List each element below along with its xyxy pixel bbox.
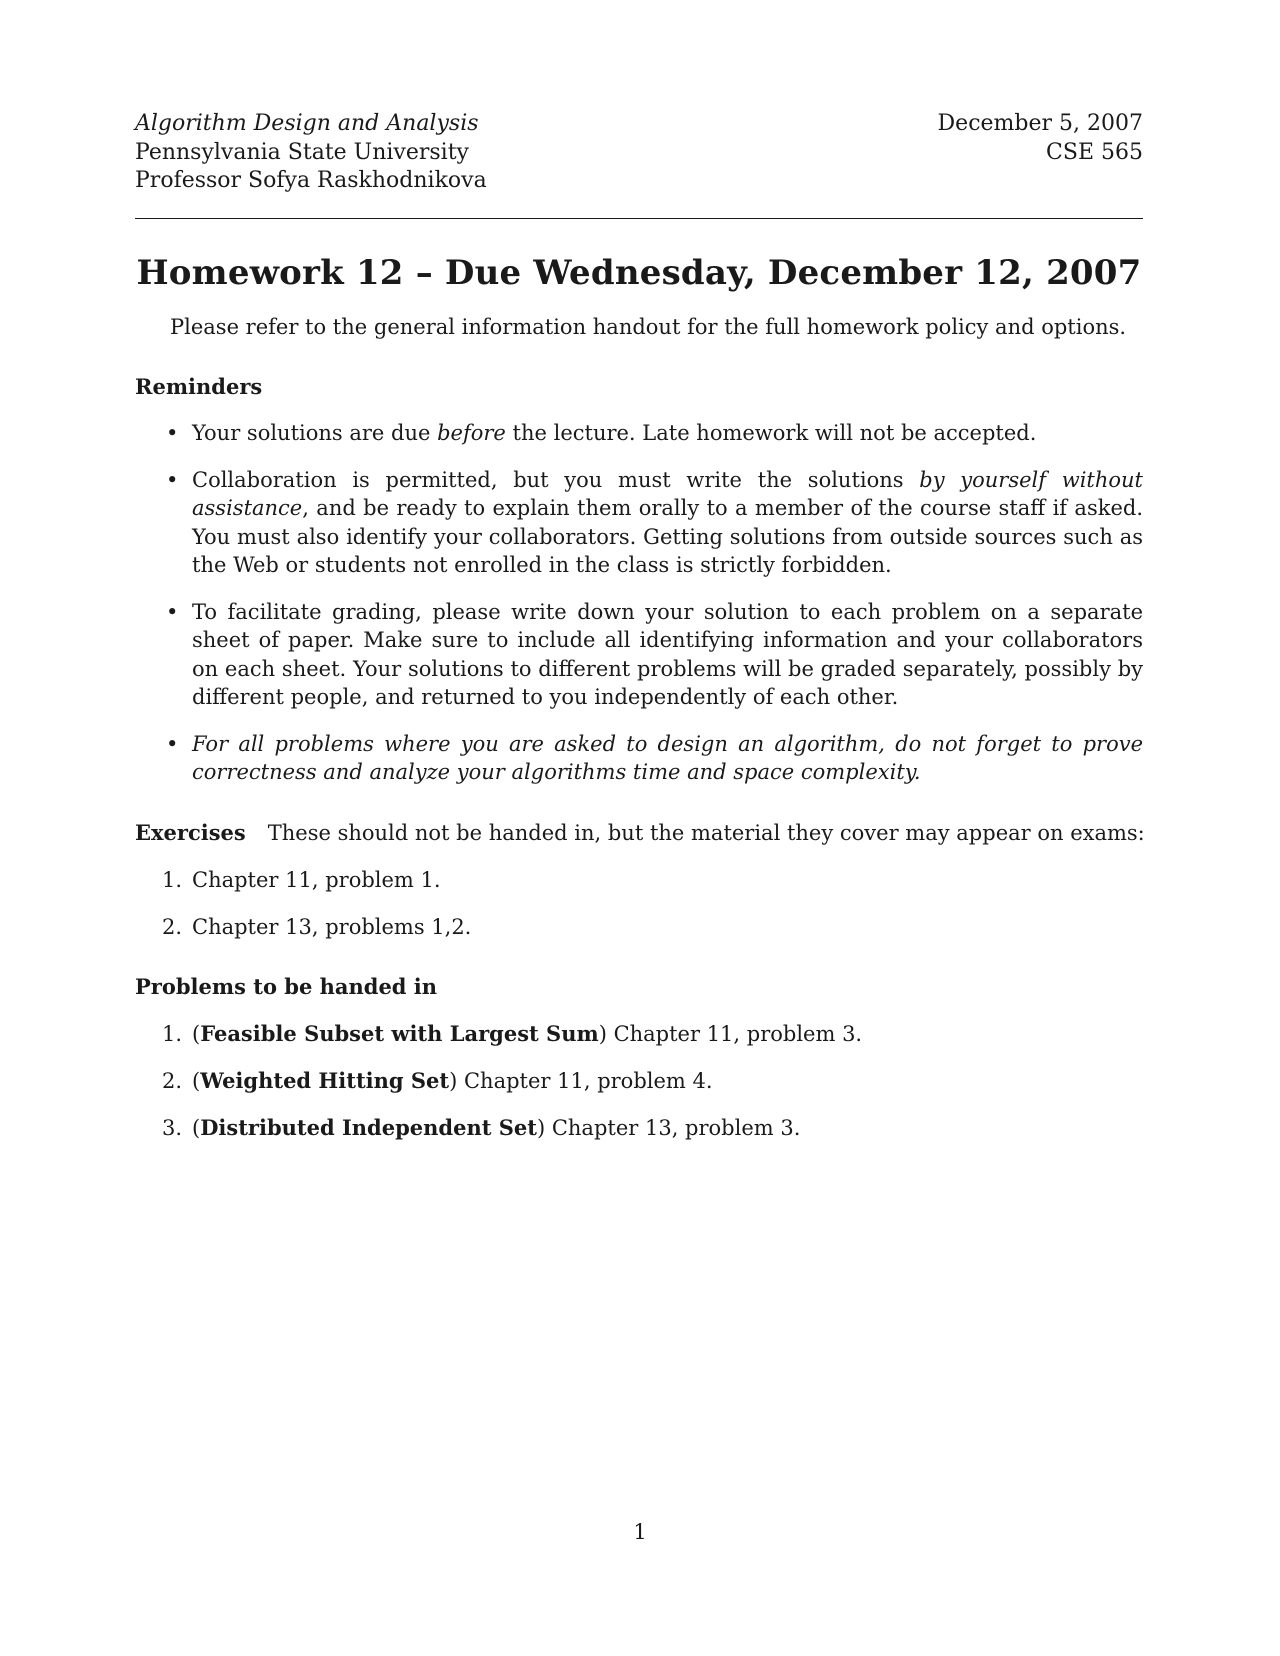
exercise-item — [135, 913, 471, 941]
reminder-emphasis: by yourself without assistance — [192, 467, 1143, 520]
reminder-text-before: Your solutions are due — [192, 421, 438, 445]
problem-name: Distributed Independent Set — [200, 1115, 537, 1140]
bullet-icon: • — [166, 421, 179, 445]
bullet-icon: • — [166, 599, 179, 624]
university: Pennsylvania State University — [135, 139, 469, 165]
exercises-description: These should not be handed in, but the material they cover may appear on exams: — [267, 821, 1145, 845]
page-number: 1 — [633, 1520, 647, 1544]
bullet-icon: • — [166, 731, 179, 756]
problem-item: 3. (Distributed Independent Set) Chapter 13, problem 3. — [162, 1115, 801, 1140]
item-number: 3. — [162, 1116, 183, 1140]
page-title: Homework 12 – Due Wednesday, December 12, 2007 — [136, 253, 1142, 293]
reminder-text-before: Collaboration is permitted, but you must write the solutions — [192, 467, 920, 492]
problem-name: Weighted Hitting Set — [200, 1068, 450, 1093]
reminder-item — [135, 419, 1143, 448]
reminders-list — [135, 419, 1143, 805]
course-code: CSE 565 — [1046, 139, 1143, 165]
header-divider — [135, 218, 1143, 219]
exercises-intro — [135, 819, 1145, 847]
problem-item: 1. (Feasible Subset with Largest Sum) Chapter 11, problem 3. — [162, 1021, 863, 1046]
item-number: 1. — [162, 1022, 183, 1046]
problem-name: Feasible Subset with Largest Sum — [200, 1021, 599, 1046]
intro-text: Please refer to the general information handout for the full homework policy and options. — [170, 315, 1127, 339]
reminders-heading: Reminders — [135, 374, 263, 399]
problem-reference: Chapter 13, problem 3. — [551, 1116, 801, 1140]
problem-item: 2. (Weighted Hitting Set) Chapter 11, problem 4. — [162, 1068, 713, 1093]
professor: Professor Sofya Raskhodnikova — [135, 168, 487, 193]
item-number: 1. — [162, 868, 183, 892]
header-left — [135, 110, 487, 196]
bullet-icon: • — [166, 467, 179, 492]
problem-reference: Chapter 11, problem 4. — [463, 1069, 713, 1093]
reminder-text: For all problems where you are asked to design an algorithm, do not forget to prove correctness and analyze your algorithms time and space complexity. — [192, 731, 1143, 784]
problems-heading: Problems to be handed in — [135, 974, 438, 999]
reminder-text-after: the lecture. Late homework will not be accepted. — [505, 421, 1037, 445]
exercise-text: Chapter 13, problems 1,2. — [192, 915, 472, 939]
problem-reference: Chapter 11, problem 3. — [613, 1022, 863, 1046]
reminder-item — [135, 730, 1143, 787]
exercise-text: Chapter 11, problem 1. — [192, 868, 441, 892]
item-number: 2. — [162, 915, 183, 939]
problems-list — [135, 1020, 862, 1161]
reminder-item — [135, 598, 1143, 712]
reminder-item — [135, 466, 1143, 580]
exercises-heading: Exercises — [135, 820, 246, 845]
exercise-item — [135, 866, 471, 894]
reminder-emphasis: before — [437, 421, 506, 445]
item-number: 2. — [162, 1069, 183, 1093]
reminder-text-after: , and be ready to explain them orally to a member of the course staff if asked. You must also identify your collaborators. Getting solutions from outside sources such as the Web or students not enrolled in the class is strictly forbidden. — [192, 496, 1143, 577]
header-right — [938, 110, 1143, 167]
reminder-text: To facilitate grading, please write down your solution to each problem on a separate sheet of paper. Make sure to include all identifying information and your collaborators on each sheet. Your solutions to different problems will be graded separately, possibly by different people, and returned to you independently of each other. — [192, 599, 1143, 709]
document-date: December 5, 2007 — [937, 111, 1143, 136]
exercises-list — [135, 866, 471, 960]
course-name: Algorithm Design and Analysis — [135, 111, 479, 136]
